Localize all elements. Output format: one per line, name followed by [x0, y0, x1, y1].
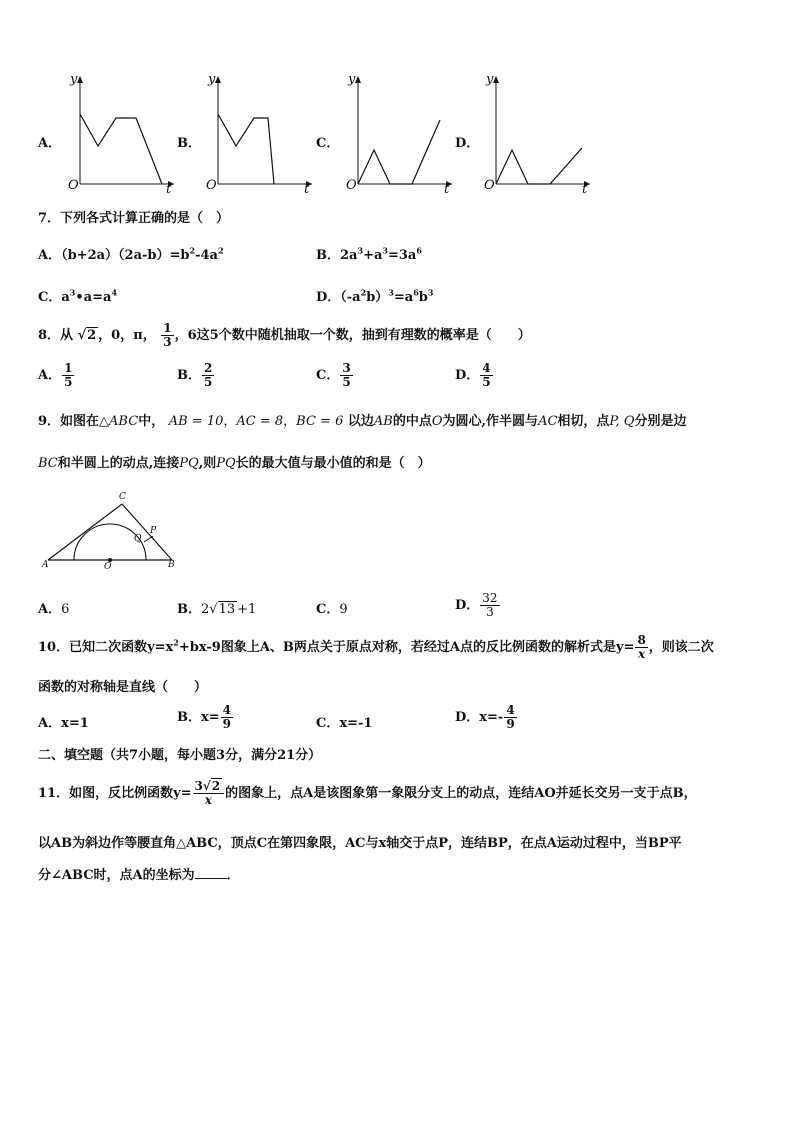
q8-b-label: B．: [177, 368, 201, 383]
q6-c-t-label: t: [444, 182, 450, 197]
q6-a-t-label: t: [166, 182, 172, 197]
q10-a-label: A．: [38, 716, 62, 731]
q7-d-text4: b: [418, 290, 428, 305]
q11-line1: [38, 774, 697, 814]
q9-ab2: AB: [373, 414, 393, 429]
q10-d-label: D．: [455, 710, 480, 725]
q9-ac2: AC: [538, 414, 558, 429]
q7-b-exp2: 3: [382, 245, 388, 256]
q10-a-text: x=1: [61, 716, 89, 731]
q7-d-exp2: 3: [388, 287, 394, 298]
section-fill-in-heading: 二、填空题（共7小题，每小题3分，满分21分）: [38, 748, 322, 763]
q9-o: O: [431, 414, 443, 429]
q10-line1: [38, 628, 714, 668]
q10-d-den: 9: [506, 717, 515, 731]
q11-line3: [38, 864, 240, 883]
q11-frac-coef: 3: [194, 779, 203, 794]
q7-c-label: C．: [38, 290, 62, 305]
q7-c-text1: a: [61, 290, 70, 305]
q9-option-d: [455, 586, 501, 626]
q8-frac-num: 1: [163, 321, 172, 336]
q9-b-sqrt: √13: [209, 602, 236, 617]
q6-options-row: [0, 70, 794, 200]
q8-suffix: ，6这5个数中随机抽取一个数，抽到有理数的概率是（ ）: [174, 328, 531, 343]
q8-c-label: C．: [316, 368, 340, 383]
q7-a-label: A．: [38, 248, 62, 263]
q9-b-coef: 2: [201, 602, 210, 617]
q9-figure: [40, 490, 190, 576]
q8-mid: ，0，π，: [98, 328, 156, 343]
q9-bc: BC = 6: [296, 414, 344, 429]
q7-d-text1: （-a: [340, 290, 361, 305]
q10-b-num: 4: [222, 703, 232, 718]
q9-fig-p: P: [150, 526, 157, 536]
q10-frac-den: x: [638, 647, 646, 661]
q8-sqrt: √2: [77, 328, 97, 343]
q6-b-y-label: y: [208, 72, 216, 87]
q10-option-d: [455, 698, 518, 738]
q8-c-num: 3: [342, 361, 351, 376]
q10-frac-num: 8: [637, 633, 646, 648]
q9-fig-q: Q: [134, 534, 142, 544]
q7-d-exp1: 2: [360, 287, 367, 298]
q9-fig-a: A: [42, 560, 49, 570]
q8-d-label: D．: [455, 368, 480, 383]
q11-l3-end: ．: [226, 868, 240, 883]
q7-stem: 7．下列各式计算正确的是（ ）: [38, 211, 230, 226]
q10-b-label: B．: [177, 710, 201, 725]
q6-graph-b: [198, 72, 316, 196]
q9-l1-e: 为圆心,作半圆与: [442, 414, 539, 429]
q9-pq: P, Q: [609, 414, 635, 429]
q8-prefix: 8．从: [38, 328, 74, 343]
q11-frac: [193, 780, 225, 806]
q9-l1-c: 以边: [347, 414, 374, 429]
q8-frac-den: 3: [163, 335, 172, 349]
q7-b-exp3: 6: [416, 245, 422, 256]
q9-option-a: [38, 598, 69, 617]
q10-d-pre: x=-: [479, 710, 504, 725]
q7-a-exp2: 2: [217, 245, 224, 256]
q7-b-text2: +a: [363, 248, 383, 263]
q6-d-origin-label: O: [484, 178, 495, 193]
q9-a-text: 6: [61, 602, 70, 617]
q8-fraction: [161, 322, 173, 348]
q10-l1-a: 10．已知二次函数y=x: [38, 640, 174, 655]
q9-option-c: [316, 598, 348, 617]
q6-c-origin-label: O: [346, 178, 357, 193]
q10-option-c: [316, 712, 372, 731]
q6-option-c-label: C．: [316, 136, 340, 151]
q7-b-text1: 2a: [340, 248, 358, 263]
q11-frac-sqrt: √2: [202, 779, 221, 794]
q11-line2: 以AB为斜边作等腰直角△ABC，顶点C在第四象限，AC与x轴交于点P，连结BP，在点A运动过程中，当BP平: [38, 836, 682, 851]
q6-graph-c: [338, 72, 456, 196]
q8-stem: [38, 320, 531, 352]
q7-option-d: [316, 286, 433, 305]
q8-c-den: 5: [342, 375, 351, 389]
q11-l1-a: 11．如图，反比例函数y=: [38, 786, 192, 801]
q9-fig-b: B: [168, 560, 175, 570]
q9-l1-d: 的中点: [392, 414, 432, 429]
q8-d-frac: [480, 362, 492, 388]
q8-a-den: 5: [64, 375, 73, 389]
q9-fig-o: O: [104, 562, 112, 572]
q9-d-frac: [480, 592, 499, 618]
q11-frac-den: x: [204, 793, 212, 807]
q8-d-num: 4: [482, 361, 491, 376]
q10-d-num: 4: [506, 703, 515, 718]
q7-c-text2: •a=a: [75, 290, 112, 305]
q9-ac: AC = 8: [236, 414, 284, 429]
q9-pq3: PQ: [216, 456, 236, 471]
q9-b-rad: 13: [218, 602, 236, 617]
q9-l1-g: 分别是边: [634, 414, 687, 429]
q7-d-exp4: 3: [427, 287, 434, 298]
q9-l2-d: 长的最大值与最小值的和是（ ）: [235, 456, 431, 471]
q8-option-b: [177, 358, 215, 394]
q9-d-label: D．: [455, 598, 480, 613]
q7-a-text1: （b+2a）（2a-b）=b: [61, 248, 190, 263]
q9-c-text: 9: [339, 602, 348, 617]
q8-a-frac: [62, 362, 74, 388]
q9-c-label: C．: [316, 602, 340, 617]
q9-line1: 9．如图在△ABC中， AB = 10，AC = 8，BC = 6 以边AB的中点O为圆心,作半圆与AC相切，点P, Q分别是边: [38, 414, 687, 429]
q9-d-den: 3: [486, 605, 494, 619]
q7-b-label: B．: [316, 248, 340, 263]
q9-l1-a: 9．如图在: [38, 414, 100, 429]
q9-line2: [38, 452, 431, 471]
q6-d-y-label: y: [486, 72, 494, 87]
q11-frac-rad: 2: [211, 779, 221, 794]
q10-b-den: 9: [222, 717, 232, 731]
q9-l2-c: ,则: [198, 456, 217, 471]
q9-fig-c: C: [119, 492, 126, 502]
q10-l1-b: +bx-9图象上A、B两点关于原点对称，若经过A点的反比例函数的解析式是y=: [178, 640, 635, 655]
q8-b-den: 5: [204, 375, 213, 389]
q10-b-frac: [221, 704, 233, 730]
q10-option-a: [38, 712, 89, 731]
q9-d-num: 32: [482, 591, 498, 606]
q9-b-tail: +1: [237, 602, 257, 617]
q10-option-b: [177, 698, 234, 738]
q9-bc2: BC: [38, 456, 58, 471]
q10-c-label: C．: [316, 716, 340, 731]
q6-b-origin-label: O: [206, 178, 217, 193]
q7-a-exp1: 2: [189, 245, 196, 256]
q8-c-frac: [340, 362, 352, 388]
q9-option-b: [177, 598, 256, 617]
q9-ab: AB = 10: [168, 414, 224, 429]
q8-sqrt-arg: 2: [87, 328, 97, 343]
q8-option-a: [38, 358, 75, 394]
q6-option-a-label: A．: [38, 136, 62, 151]
q10-frac: [635, 634, 647, 660]
q11-frac-num: [193, 780, 225, 794]
q8-b-num: 2: [204, 361, 213, 376]
q8-option-d: [455, 358, 494, 394]
q7-a-text2: -4a: [195, 248, 218, 263]
q7-d-text3: =a: [393, 290, 414, 305]
q9-pq2: PQ: [179, 456, 199, 471]
q7-b-text3: =3a: [387, 248, 417, 263]
q9-l2-b: 和半圆上的动点,连接: [57, 456, 180, 471]
q11-l3-text: 分∠ABC时，点A的坐标为: [38, 868, 195, 883]
q6-a-y-label: y: [70, 72, 78, 87]
q7-d-label: D．: [316, 290, 341, 305]
q8-d-den: 5: [482, 375, 491, 389]
q8-b-frac: [202, 362, 214, 388]
q11-answer-blank[interactable]: [195, 866, 227, 879]
q6-a-origin-label: O: [68, 178, 79, 193]
q7-b-exp1: 3: [357, 245, 364, 256]
q7-c-exp1: 3: [69, 287, 76, 298]
q6-option-b-label: B．: [177, 136, 201, 151]
q9-l1-b: 中，: [138, 414, 165, 429]
q6-graph-d: [476, 72, 594, 196]
q7-c-exp2: 4: [111, 287, 118, 298]
q7-option-a: [38, 244, 224, 263]
q6-b-t-label: t: [304, 182, 310, 197]
q7-d-text2: b）: [366, 290, 389, 305]
q9-a-label: A．: [38, 602, 62, 617]
q10-d-frac: [504, 704, 516, 730]
q6-c-y-label: y: [348, 72, 356, 87]
q7-option-c: [38, 286, 117, 305]
q8-option-c: [316, 358, 354, 394]
q6-option-d-label: D．: [455, 136, 480, 151]
q9-triangle: △ABC: [99, 414, 139, 429]
q10-c-text: x=-1: [339, 716, 373, 731]
q10-exp: 2: [173, 637, 179, 648]
q7-d-exp3: 6: [413, 287, 419, 298]
q10-b-pre: x=: [201, 710, 220, 725]
q7-option-b: [316, 244, 422, 263]
q6-graph-a: [60, 72, 178, 196]
q6-d-t-label: t: [582, 182, 588, 197]
q8-a-num: 1: [64, 361, 73, 376]
q9-b-label: B．: [177, 602, 201, 617]
q10-line2: 函数的对称轴是直线（ ）: [38, 680, 208, 695]
q11-l1-b: 的图象上，点A是该图象第一象限分支上的动点，连结AO并延长交另一支于点B，: [225, 786, 697, 801]
q9-l1-f: 相切，点: [557, 414, 610, 429]
q8-a-label: A．: [38, 368, 62, 383]
q10-l1-c: ，则该二次: [648, 640, 714, 655]
